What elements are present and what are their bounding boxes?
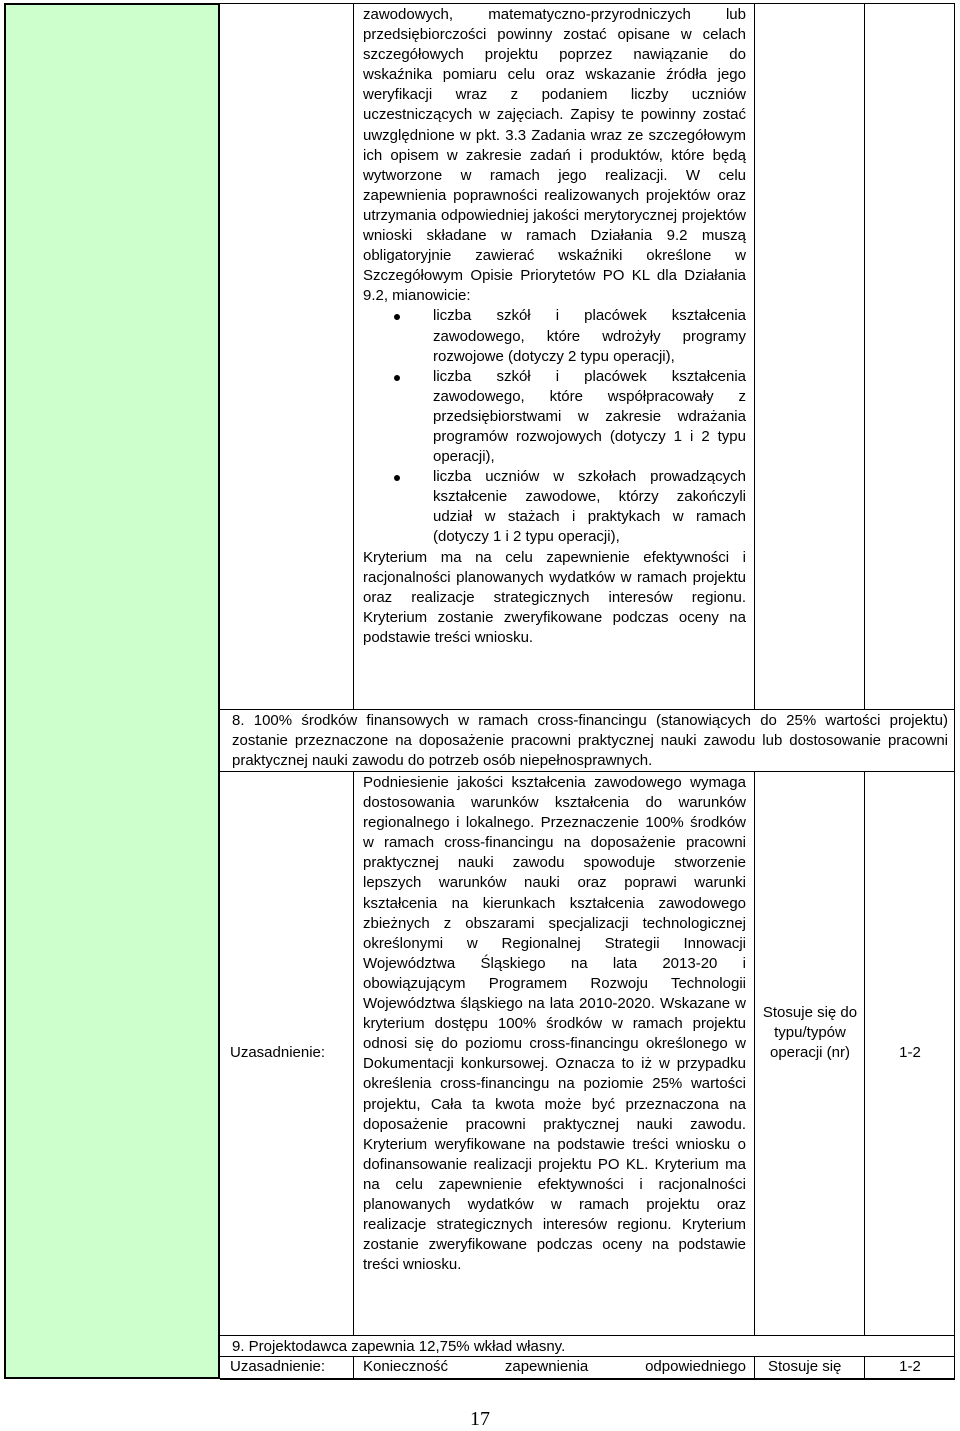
indicator-item — [363, 467, 746, 547]
indicator-list — [363, 306, 746, 547]
justification-9-text: Konieczność zapewnienia odpowiedniego — [363, 1358, 746, 1375]
indicator-text: liczba uczniów w szkołach prowadzących kształcenie zawodowe, którzy zakończyli udział w stażach i praktykach w ramach (dotyczy 1 i 2 typu operacji), — [433, 468, 746, 546]
table-border-right — [954, 3, 955, 1379]
bullet-icon — [394, 314, 400, 320]
col-sep-label-bottom — [353, 1356, 354, 1379]
col-sep-applies-mid — [864, 771, 865, 1335]
col-sep-label-mid — [353, 771, 354, 1335]
upper-criterion-text — [363, 5, 746, 648]
table-border-bottom — [220, 1378, 955, 1380]
justification-label: Uzasadnienie: — [230, 1044, 326, 1061]
page-number: 17 — [470, 1408, 490, 1430]
justification-8-text: Podniesienie jakości kształcenia zawodowego wymaga dostosowania warunków kształcenia do warunków regionalnego i lokalnego. Przeznaczenie 100% środków w ramach cross-financingu na doposażenie pracowni praktycznej nauki zawodu spowoduje stworzenie lepszych warunków nauki oraz poprawi warunki kształcenia na kierunkach kształcenia zawodowego zbieżnych z obszarami specjalizacji technologicznej określonymi w Regionalnej Strategii Innowacji Województwa Śląskiego na lata 2013-20 i obowiązującym Programem Rozwoju Technologii Województwa śląskiego na lata 2010-2020. Wskazane w kryterium dostępu 100% środków w ramach projektu odnosi się do poziomu cross-financingu określonego w Dokumentacji konkursowej. Oznacza to iż w przypadku określenia cross-financingu na poziomie 25% wartości projektu, Cała ta kwota może być przeznaczona na doposażenie pracowni praktycznej nauki zawodu. Kryterium weryfikowane na podstawie treści wniosku o dofinansowanie realizacji projektu PO KL. Kryterium ma na celu zapewnienie efektywności i racjonalności planowanych wydatków w ramach projektu oraz realizacje strategicznych interesów regionu. Kryterium zostanie zweryfikowane podczas oceny na podstawie treści wniosku. — [363, 774, 746, 1274]
col-sep-applies-bottom — [864, 1356, 865, 1379]
upper-para-2: Kryterium ma na celu zapewnienie efektywności i racjonalności planowanych wydatków w ramach projektu oraz realizacje strategicznych interesów regionu. Kryterium zostanie zweryfikowane podczas oceny na podstawie treści wniosku. — [363, 548, 746, 646]
applies-to-value: 1-2 — [899, 1358, 921, 1375]
justification-label: Uzasadnienie: — [230, 1358, 326, 1375]
indicator-text: liczba szkół i placówek kształcenia zawodowego, które wdrożyły programy rozwojowe (dotyczy 2 typu operacji), — [433, 307, 746, 365]
criterion-9-text: 9. Projektodawca zapewnia 12,75% wkład własny. — [232, 1338, 566, 1355]
col-sep-applies-upper — [864, 3, 865, 709]
col-sep-text-upper — [754, 3, 755, 709]
table-border-top — [220, 3, 955, 4]
applies-to-label: Stosuje się — [768, 1358, 842, 1375]
indicator-item — [363, 306, 746, 366]
col-sep-label-upper — [353, 3, 354, 709]
bullet-icon — [394, 475, 400, 481]
left-shaded-column — [4, 3, 220, 1379]
row-sep-before-8 — [220, 709, 955, 710]
indicator-item — [363, 367, 746, 467]
applies-to-label: Stosuje się do typu/typów operacji (nr) — [762, 1004, 858, 1062]
upper-para-1: zawodowych, matematyczno-przyrodniczych lub przedsiębiorczości powinny zostać opisane w celach szczegółowych projektu poprzez nawiązanie do wskaźnika pomiaru celu oraz wskazanie źródła jego weryfikacji wraz z podaniem liczby uczniów uczestniczących w zajęciach. Zapisy te powinny zostać uwzględnione w pkt. 3.3 Zadania wraz ze szczegółowym ich opisem w zakresie zadań i produktów, które będą wytworzone w ramach jego realizacji. W celu zapewnienia poprawności realizowanych projektów oraz utrzymania odpowiedniej jakości merytorycznej projektów wnioski składane w ramach Działania 9.2 muszą obligatoryjnie zawierać wskaźniki określone w Szczegółowym Opisie Priorytetów PO KL dla Działania 9.2, mianowicie: — [363, 6, 746, 305]
col-sep-text-bottom — [754, 1356, 755, 1379]
criterion-8-text: 8. 100% środków finansowych w ramach cross-financingu (stanowiących do 25% wartości projektu) zostanie przeznaczone na doposażenie pracowni praktycznej nauki zawodu lub dostosowanie pracowni praktycznej nauki zawodu do potrzeb osób niepełnosprawnych. — [232, 712, 948, 769]
bullet-icon — [394, 375, 400, 381]
applies-to-value: 1-2 — [899, 1044, 921, 1061]
col-sep-text-mid — [754, 771, 755, 1335]
indicator-text: liczba szkół i placówek kształcenia zawodowego, które współpracowały z przedsiębiorstwami w zakresie wdrażania programów rozwojowych (dotyczy 1 i 2 typu operacji), — [433, 367, 746, 466]
row-sep-after-8 — [220, 771, 955, 772]
row-sep-before-9 — [220, 1335, 955, 1336]
